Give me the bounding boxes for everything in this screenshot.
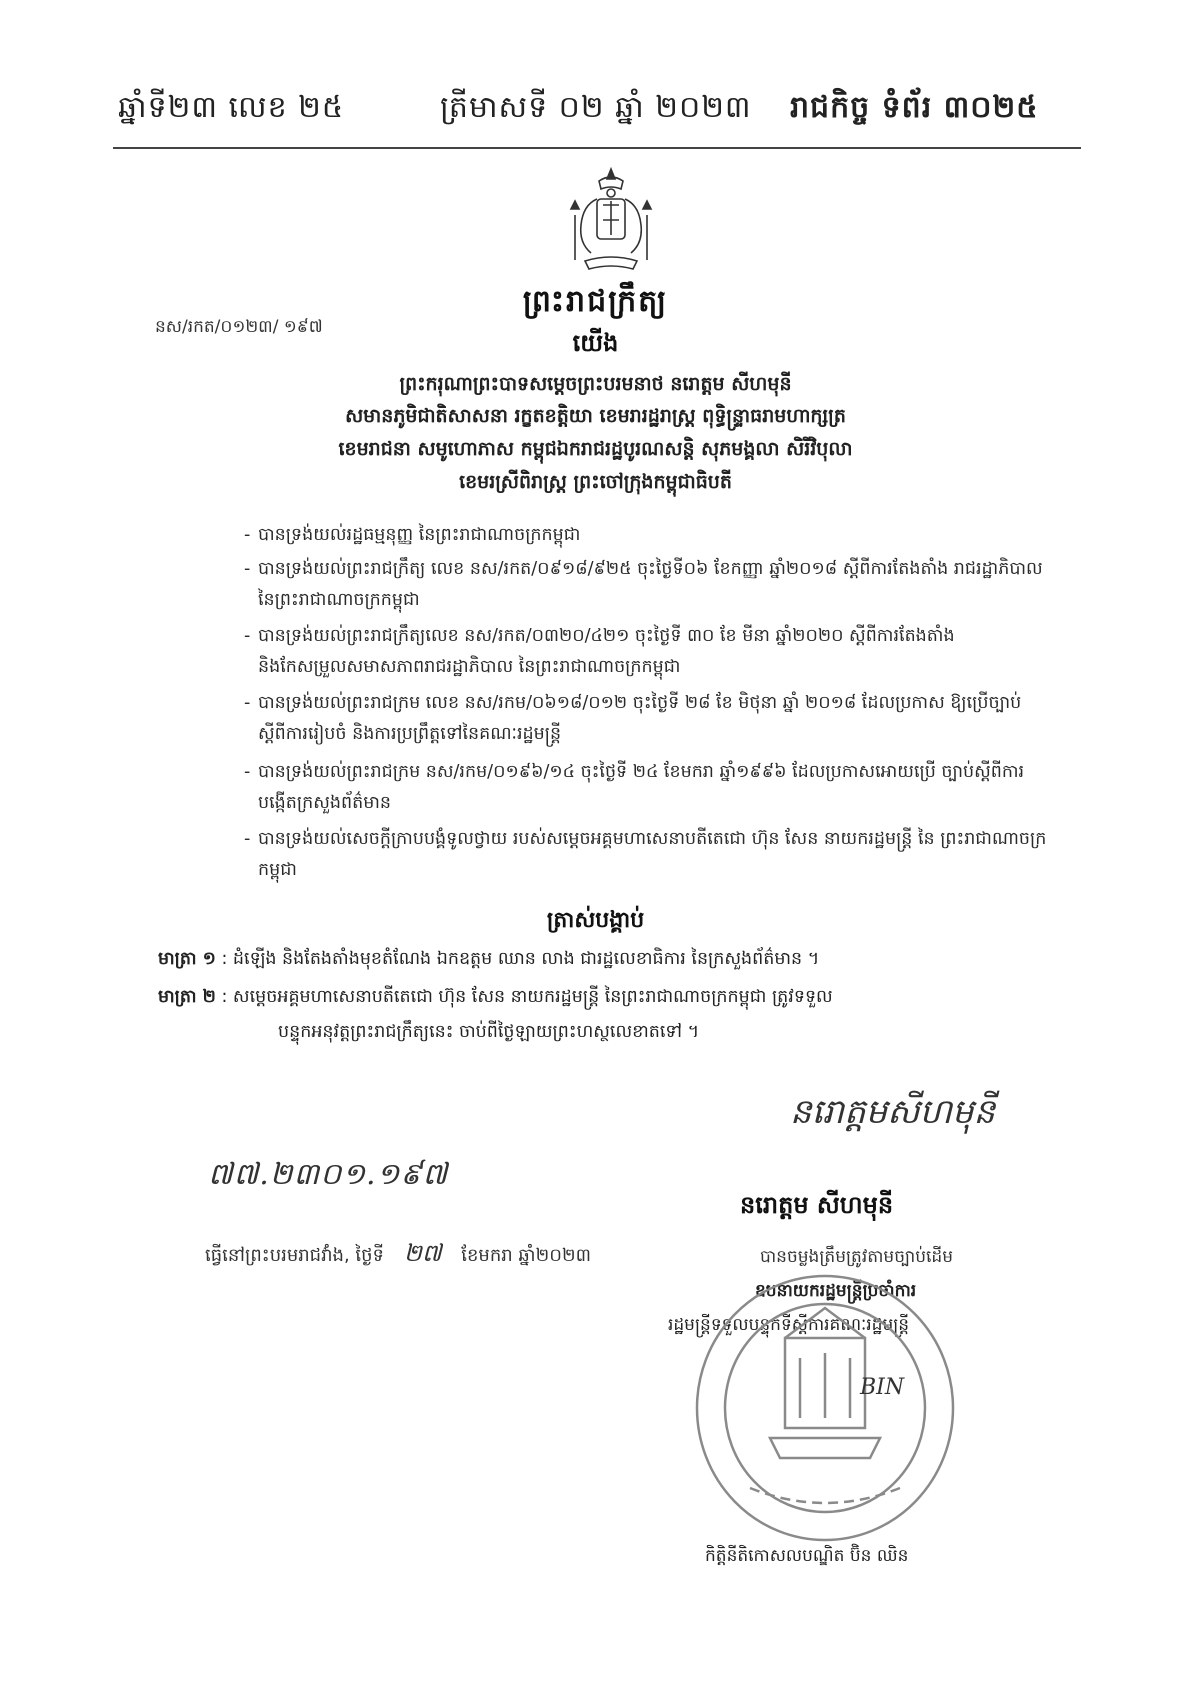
king-title-line-4: ខេមរស្រីពិរាស្ត្រ ព្រះចៅក្រុងកម្ពុជាធិបតី bbox=[459, 471, 732, 493]
consideration-item: - បានទ្រង់យល់ព្រះរាជក្រម លេខ នស/រកម/០៦១៨/០១២ ចុះថ្ងៃទី ២៨ ខែ មិថុនា ឆ្នាំ ២០១៨ ដែលប្រកាស ឱ្យប្រើច្បាប់ស្ដីពីការរៀបចំ និងការប្រព្រឹត្តទៅនៃគណៈរដ្ឋមន្ត្រី bbox=[244, 693, 1022, 744]
consideration-item: - បានទ្រង់យល់ព្រះរាជក្រម នស/រកម/០១៩៦/១៤ ចុះថ្ងៃទី ២៤ ខែមករា ឆ្នាំ១៩៩៦ ដែលប្រកាសអោយប្រើ ច្បាប់ស្ដីពីការបង្កើតក្រសួងព័ត៌មាន bbox=[244, 762, 1025, 813]
article-label: មាត្រា ១ bbox=[158, 949, 216, 969]
consideration-text: បានទ្រង់យល់ព្រះរាជក្រម នស/រកម/០១៩៦/១៤ ចុះថ្ងៃទី ២៤ ខែមករា ឆ្នាំ១៩៩៦ ដែលប្រកាសអោយប្រើ ច្បាប់ស្ដីពីការបង្កើតក្រសួងព័ត៌មាន bbox=[258, 762, 1025, 813]
article-1 bbox=[158, 944, 1058, 975]
consideration-item: - បានទ្រង់យល់សេចក្ដីក្រាបបង្គំទូលថ្វាយ របស់សម្ដេចអគ្គមហាសេនាបតីតេជោ ហ៊ុន សែន នាយករដ្ឋមន្ត្រី នៃ ព្រះរាជាណាចក្រកម្ពុជា bbox=[244, 829, 1047, 880]
we-heading: យើង bbox=[572, 329, 619, 357]
place-date-suffix: ខែមករា ឆ្នាំ២០២៣ bbox=[461, 1245, 591, 1266]
consideration-item: - បានទ្រង់យល់ព្រះរាជក្រឹត្យ លេខ នស/រកត/០៩១៨/៩២៥ ចុះថ្ងៃទី០៦ ខែកញ្ញា ឆ្នាំ២០១៨ ស្ដីពីការតែងតាំង រាជរដ្ឋាភិបាល នៃព្រះរាជាណាចក្រកម្ពុជា bbox=[244, 559, 1043, 610]
article-text: : សម្ដេចអគ្គមហាសេនាបតីតេជោ ហ៊ុន សែន នាយករដ្ឋមន្ត្រី នៃព្រះរាជាណាចក្រកម្ពុជា ត្រូវទទួល bbox=[221, 987, 833, 1007]
gazette-year-issue: ឆ្នាំទី២៣ លេខ ២៥ bbox=[118, 90, 345, 125]
official-seal-icon bbox=[690, 1268, 960, 1548]
gazette-quarter: ត្រីមាសទី ០២ ឆ្នាំ ២០២៣ bbox=[440, 90, 752, 125]
king-name: នរោត្តម សីហមុនី bbox=[740, 1191, 894, 1219]
document-title: ព្រះរាជក្រឹត្យ bbox=[522, 284, 669, 319]
place-date-prefix: ធ្វើនៅព្រះបរមរាជវាំង, ថ្ងៃទី bbox=[205, 1245, 384, 1266]
place-and-date bbox=[205, 1238, 591, 1273]
certification-line-1: បានចម្លងត្រឹមត្រូវតាមច្បាប់ដើម bbox=[760, 1247, 953, 1267]
gazette-page: រាជកិច្ច ទំព័រ ៣០២៥ bbox=[790, 90, 1039, 125]
handwritten-initials: BIN bbox=[860, 1375, 905, 1400]
consideration-text: បានទ្រង់យល់ព្រះរាជក្រឹត្យលេខ នស/រកត/០៣២០/៤២១ ចុះថ្ងៃទី ៣០ ខែ មីនា ឆ្នាំ២០២០ ស្ដីពីការតែងតាំង និងកែសម្រួលសមាសភាពរាជរដ្ឋាភិបាល នៃព្រះរាជាណាចក្រកម្ពុជា bbox=[258, 626, 955, 677]
consideration-text: បានទ្រង់យល់ព្រះរាជក្រម លេខ នស/រកម/០៦១៨/០១២ ចុះថ្ងៃទី ២៨ ខែ មិថុនា ឆ្នាំ ២០១៨ ដែលប្រកាស ឱ្យប្រើច្បាប់ស្ដីពីការរៀបចំ និងការប្រព្រឹត្តទៅនៃគណៈរដ្ឋមន្ត្រី bbox=[258, 693, 1022, 744]
consideration-item: - បានទ្រង់យល់រដ្ឋធម្មនុញ្ញ នៃព្រះរាជាណាចក្រកម្ពុជា bbox=[244, 525, 581, 545]
consideration-text: បានទ្រង់យល់រដ្ឋធម្មនុញ្ញ នៃព្រះរាជាណាចក្រកម្ពុជា bbox=[258, 525, 581, 545]
king-title-line-2: សមានភូមិជាតិសាសនា រក្ខតខត្តិយា ខេមរារដ្ឋរាស្ត្រ ពុទ្ធិន្ទ្រាធរាមហាក្សត្រ bbox=[345, 405, 846, 427]
decree-reference: នស/រកត/០១២៣/ ១៩៧ bbox=[155, 317, 323, 337]
royal-signature: នរោត្តមសីហមុនី bbox=[790, 1092, 996, 1132]
king-title-line-3: ខេមរាជនា សមូហោភាស កម្ពុជឯករាជរដ្ឋបូរណសន្តិ សុភមង្គលា សិរីវិបុលា bbox=[338, 438, 853, 460]
king-title-line-1: ព្រះករុណាព្រះបាទសម្ដេចព្រះបរមនាថ នរោត្តម សីហមុនី bbox=[399, 373, 792, 395]
article-label: មាត្រា ២ bbox=[158, 987, 216, 1007]
decree-heading: ត្រាស់បង្គាប់ bbox=[546, 908, 645, 933]
royal-arms-icon bbox=[560, 165, 662, 275]
place-date-day: ២៧ bbox=[403, 1239, 442, 1267]
handwritten-registry-number: ៧៧.២៣០១.១៩៧ bbox=[208, 1157, 449, 1192]
consideration-item: - បានទ្រង់យល់ព្រះរាជក្រឹត្យលេខ នស/រកត/០៣២០/៤២១ ចុះថ្ងៃទី ៣០ ខែ មីនា ឆ្នាំ២០២០ ស្ដីពីការតែងតាំង និងកែសម្រួលសមាសភាពរាជរដ្ឋាភិបាល នៃព្រះរាជាណាចក្រកម្ពុជា bbox=[244, 626, 955, 677]
certifier-name: កិត្តិនីតិកោសលបណ្ឌិត ប៊ិន ឈិន bbox=[705, 1546, 909, 1566]
certification-line-3: រដ្ឋមន្ត្រីទទួលបន្ទុកទីស្ដីការគណៈរដ្ឋមន្ត្រី bbox=[668, 1315, 910, 1335]
article-2-continuation: បន្ទុកអនុវត្តព្រះរាជក្រឹត្យនេះ ចាប់ពីថ្ងៃឡាយព្រះហស្ថលេខាតទៅ ។ bbox=[278, 1022, 700, 1042]
certification-line-2: ឧបនាយករដ្ឋមន្ត្រីប្រចាំការ bbox=[755, 1281, 917, 1301]
article-text: : ដំឡើង និងតែងតាំងមុខតំណែង ឯកឧត្តម ឈាន លាង ជារដ្ឋលេខាធិការ នៃក្រសួងព័ត៌មាន ។ bbox=[221, 949, 820, 969]
consideration-text: បានទ្រង់យល់សេចក្ដីក្រាបបង្គំទូលថ្វាយ របស់សម្ដេចអគ្គមហាសេនាបតីតេជោ ហ៊ុន សែន នាយករដ្ឋមន្ត្រី នៃ ព្រះរាជាណាចក្រកម្ពុជា bbox=[258, 829, 1047, 880]
article-2 bbox=[158, 982, 1058, 1013]
consideration-text: បានទ្រង់យល់ព្រះរាជក្រឹត្យ លេខ នស/រកត/០៩១៨/៩២៥ ចុះថ្ងៃទី០៦ ខែកញ្ញា ឆ្នាំ២០១៨ ស្ដីពីការតែងតាំង រាជរដ្ឋាភិបាល នៃព្រះរាជាណាចក្រកម្ពុជា bbox=[258, 559, 1043, 610]
header-rule bbox=[113, 147, 1081, 149]
